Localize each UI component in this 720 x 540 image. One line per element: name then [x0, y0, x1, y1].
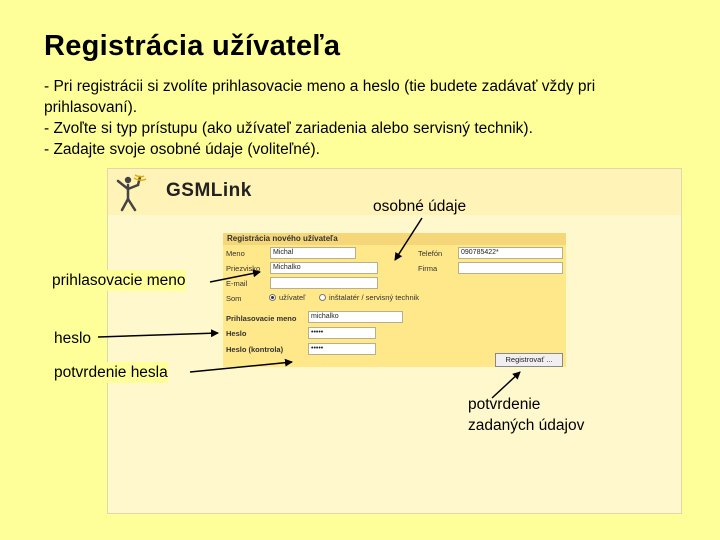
- instruction-line: - Pri registrácii si zvolíte prihlasovacie meno a heslo (tie budete zadávať vždy pri prihlasovaní).: [44, 78, 596, 116]
- form-title: Registrácia nového užívateľa: [223, 233, 566, 245]
- password-field[interactable]: •••••: [308, 327, 376, 339]
- password-confirm-field[interactable]: •••••: [308, 343, 376, 355]
- login-field[interactable]: michalko: [308, 311, 403, 323]
- annotation-line: potvrdenie: [468, 396, 541, 413]
- instruction-line: - Zadajte svoje osobné údaje (voliteľné).: [44, 141, 320, 158]
- radio-technician-label: inštalatér / servisný technik: [329, 293, 420, 302]
- firma-label: Firma: [418, 264, 438, 273]
- app-logo-text: GSMLink: [166, 180, 252, 201]
- annotation-line: zadaných údajov: [468, 417, 585, 434]
- email-label: E-mail: [226, 279, 248, 288]
- login-label: Prihlasovacie meno: [226, 314, 297, 323]
- priezvisko-field[interactable]: Michalko: [270, 262, 378, 274]
- som-label: Som: [226, 294, 242, 303]
- meno-label: Meno: [226, 249, 245, 258]
- priezvisko-label: Priezvisko: [226, 264, 261, 273]
- arrow-heslo: [98, 333, 218, 337]
- arrow-osobne-udaje: [395, 218, 422, 260]
- instruction-line: - Zvoľte si typ prístupu (ako užívateľ zariadenia alebo servisný technik).: [44, 120, 533, 137]
- annotation-prihlasovacie-meno: prihlasovacie meno: [52, 272, 186, 289]
- annotation-potvrdenie-hesla: potvrdenie hesla: [54, 364, 168, 381]
- page-title: Registrácia užívateľa: [44, 30, 341, 62]
- heslo-kontrola-label: Heslo (kontrola): [226, 345, 284, 354]
- heslo-label: Heslo: [226, 329, 247, 338]
- register-button[interactable]: Registrovať ...: [495, 353, 563, 367]
- radio-user-label: užívateľ: [279, 293, 306, 302]
- arrow-potvrdenie-hesla: [190, 362, 292, 372]
- arrow-prihlasovacie-meno: [210, 272, 260, 282]
- meno-field[interactable]: Michal: [270, 247, 356, 259]
- annotation-osobne-udaje: osobné údaje: [373, 198, 467, 215]
- annotation-heslo: heslo: [54, 330, 92, 347]
- telefon-field[interactable]: 090785422*: [458, 247, 563, 259]
- telefon-label: Telefón: [418, 249, 443, 258]
- annotation-potvrdenie-udajov: [468, 394, 584, 436]
